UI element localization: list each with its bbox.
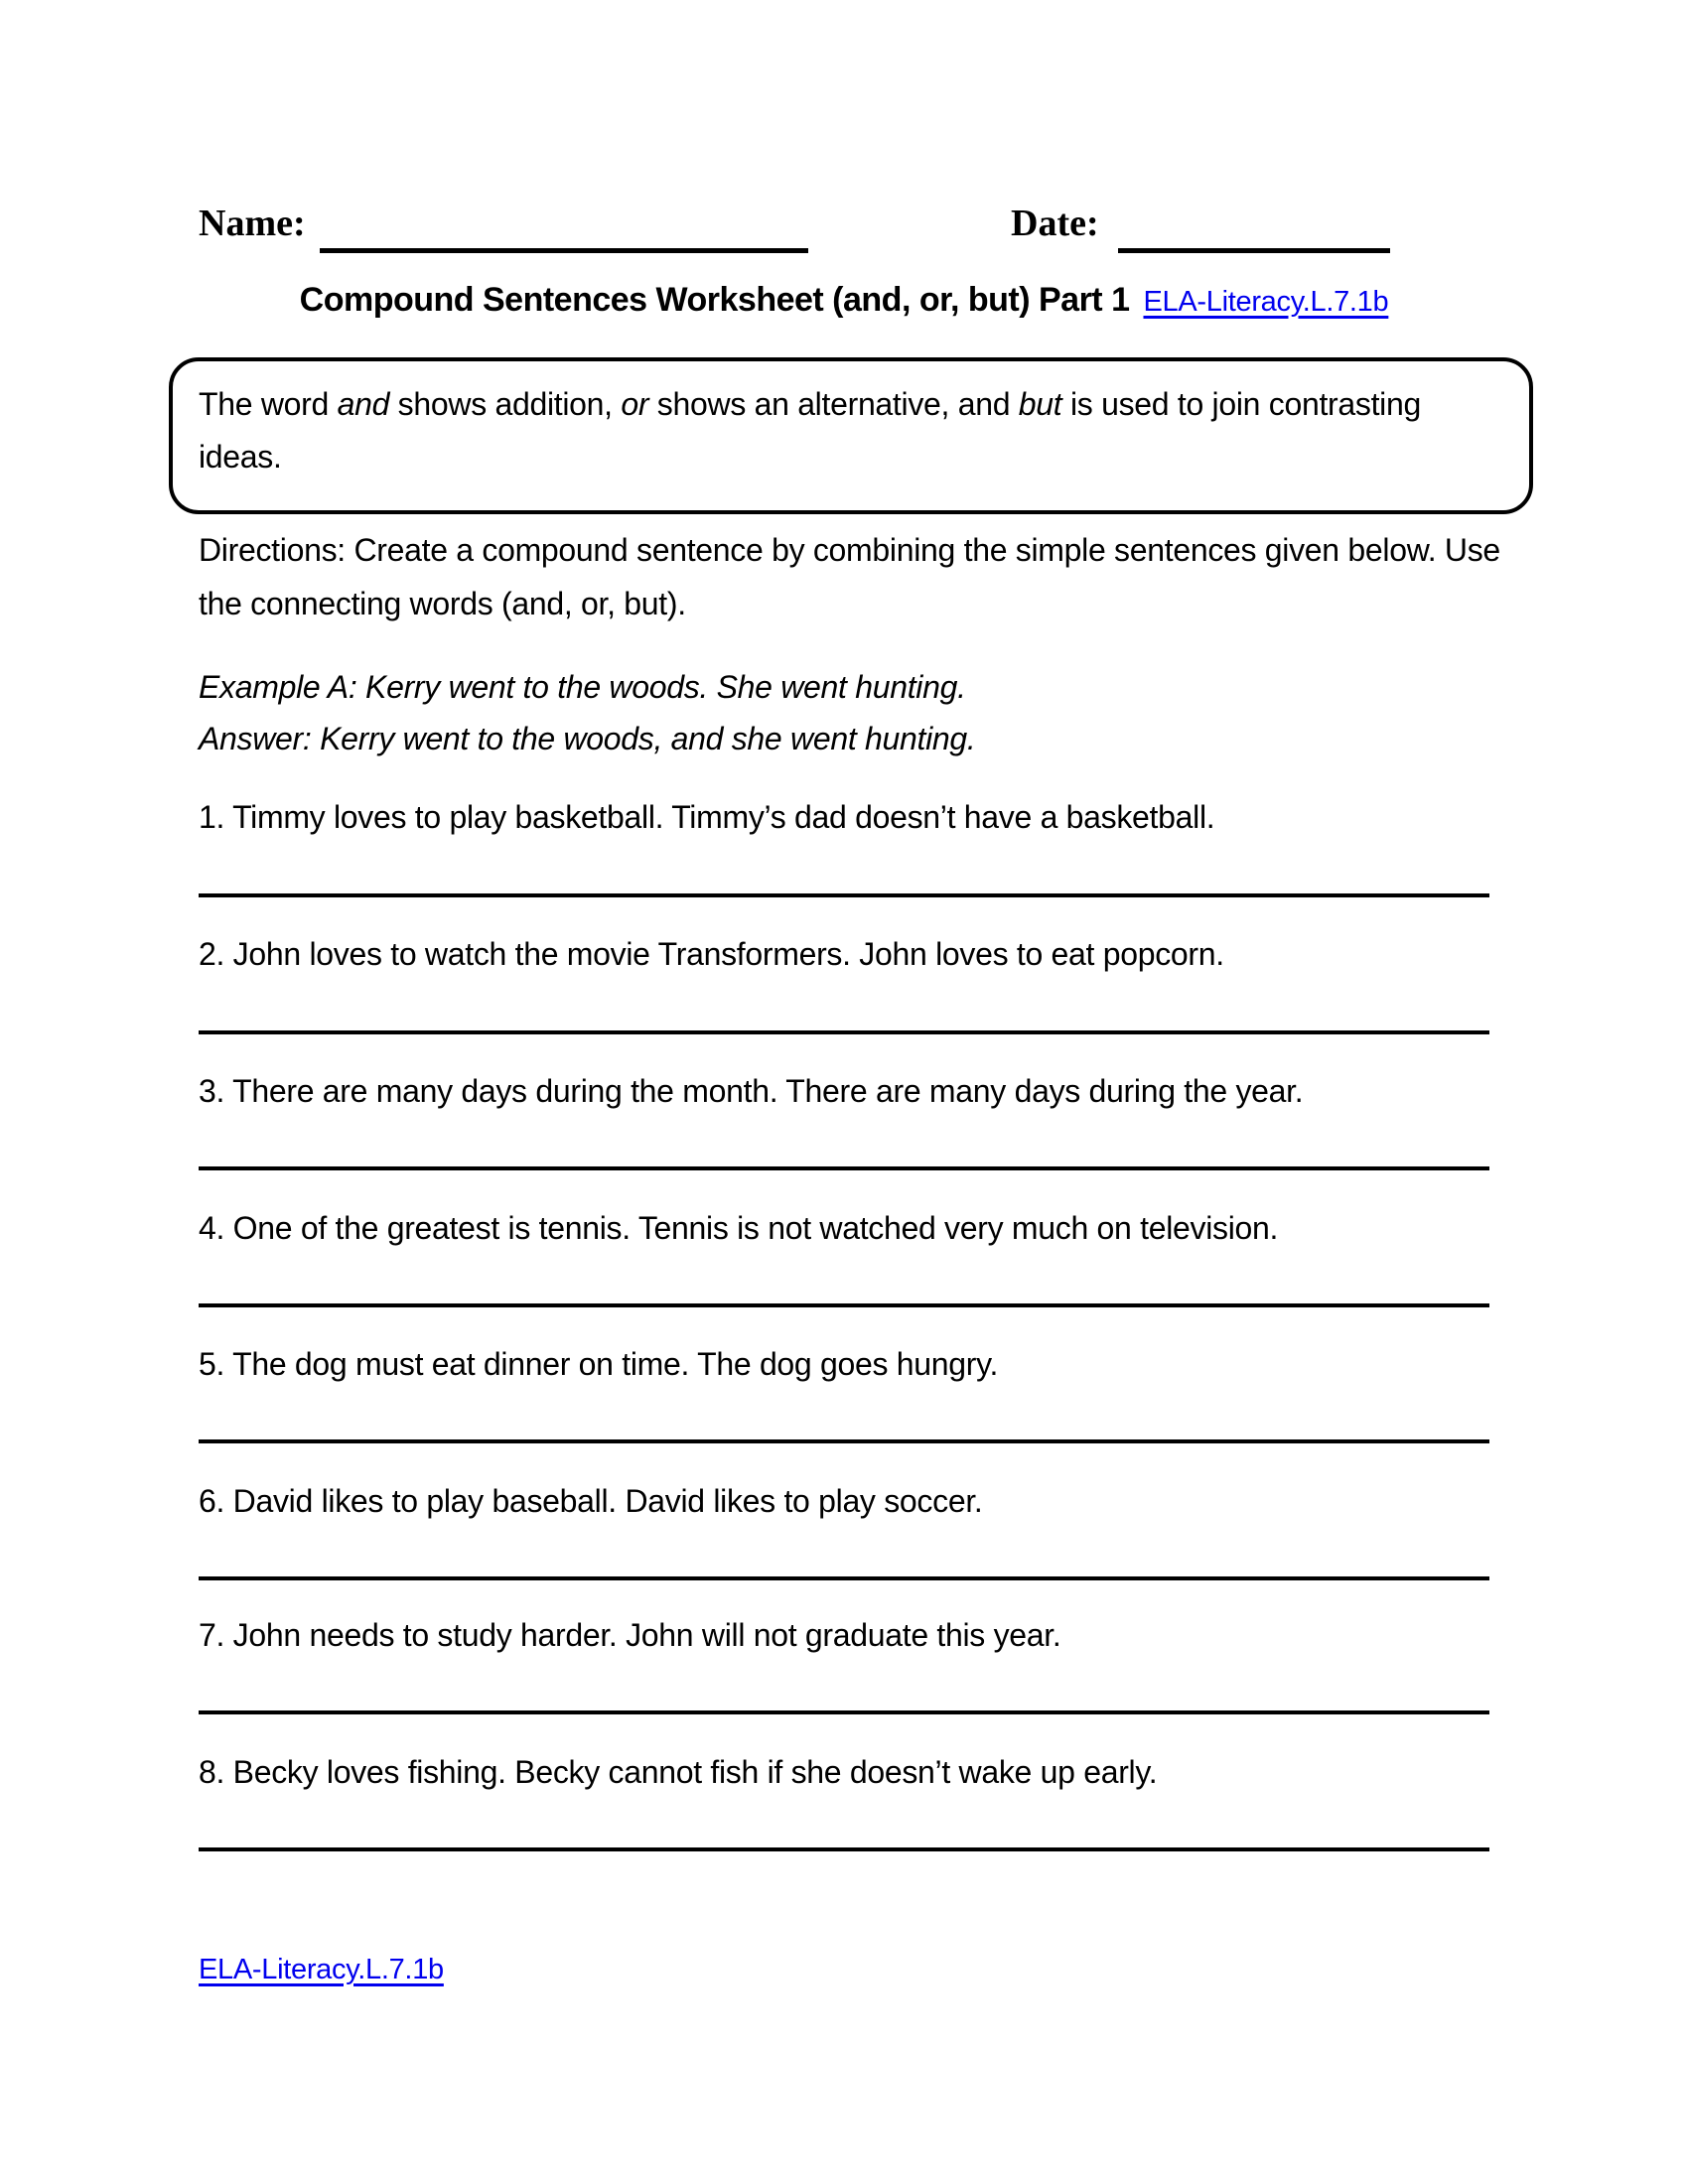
directions-text: Directions: Create a compound sentence by combining the simple sentences given below. Use the connecting words (and, or, but). <box>199 532 1500 621</box>
exercise-item-8: 8. Becky loves fishing. Becky cannot fish if she doesn’t wake up early. <box>199 1754 1158 1790</box>
example-line: Example A: Kerry went to the woods. She went hunting. <box>199 669 966 705</box>
exercise-item-5: 5. The dog must eat dinner on time. The dog goes hungry. <box>199 1346 999 1382</box>
exercise-item-1: 1. Timmy loves to play basketball. Timmy’s dad doesn’t have a basketball. <box>199 799 1215 835</box>
answer-blank-line-4 <box>199 1303 1489 1307</box>
title-row <box>0 281 1688 320</box>
definition-box <box>169 357 1533 514</box>
exercise-item-6: 6. David likes to play baseball. David likes to play soccer. <box>199 1483 983 1519</box>
answer-blank-line-6 <box>199 1576 1489 1580</box>
standard-link-footer[interactable]: ELA-Literacy.L.7.1b <box>199 1954 444 1985</box>
answer-blank-line-3 <box>199 1166 1489 1170</box>
note-word-and: and <box>337 386 390 422</box>
date-blank-line <box>1118 248 1390 253</box>
note-word-or: or <box>621 386 649 422</box>
answer-blank-line-2 <box>199 1030 1489 1034</box>
answer-blank-line-7 <box>199 1710 1489 1714</box>
example-block <box>199 661 1504 764</box>
standard-link-header[interactable]: ELA-Literacy.L.7.1b <box>1143 286 1389 318</box>
example-answer-line: Answer: Kerry went to the woods, and she went hunting. <box>199 721 976 756</box>
note-word-but: but <box>1018 386 1062 422</box>
answer-blank-line-5 <box>199 1439 1489 1443</box>
note-text: shows an alternative, and <box>648 386 1019 422</box>
date-label: Date: <box>1011 203 1099 244</box>
note-text: shows addition, <box>389 386 622 422</box>
note-text: is used to join contrasting ideas. <box>199 386 1421 475</box>
exercise-item-3: 3. There are many days during the month. There are many days during the year. <box>199 1073 1304 1109</box>
answer-blank-line-1 <box>199 893 1489 897</box>
answer-blank-line-8 <box>199 1847 1489 1851</box>
exercise-item-2: 2. John loves to watch the movie Transformers. John loves to eat popcorn. <box>199 936 1224 972</box>
name-label: Name: <box>199 203 306 244</box>
exercise-item-4: 4. One of the greatest is tennis. Tennis is not watched very much on television. <box>199 1210 1279 1246</box>
name-blank-line <box>320 248 808 253</box>
note-text: The word <box>199 386 338 422</box>
exercise-item-7: 7. John needs to study harder. John will not graduate this year. <box>199 1617 1061 1653</box>
page-title: Compound Sentences Worksheet (and, or, but) Part 1 <box>299 281 1130 319</box>
